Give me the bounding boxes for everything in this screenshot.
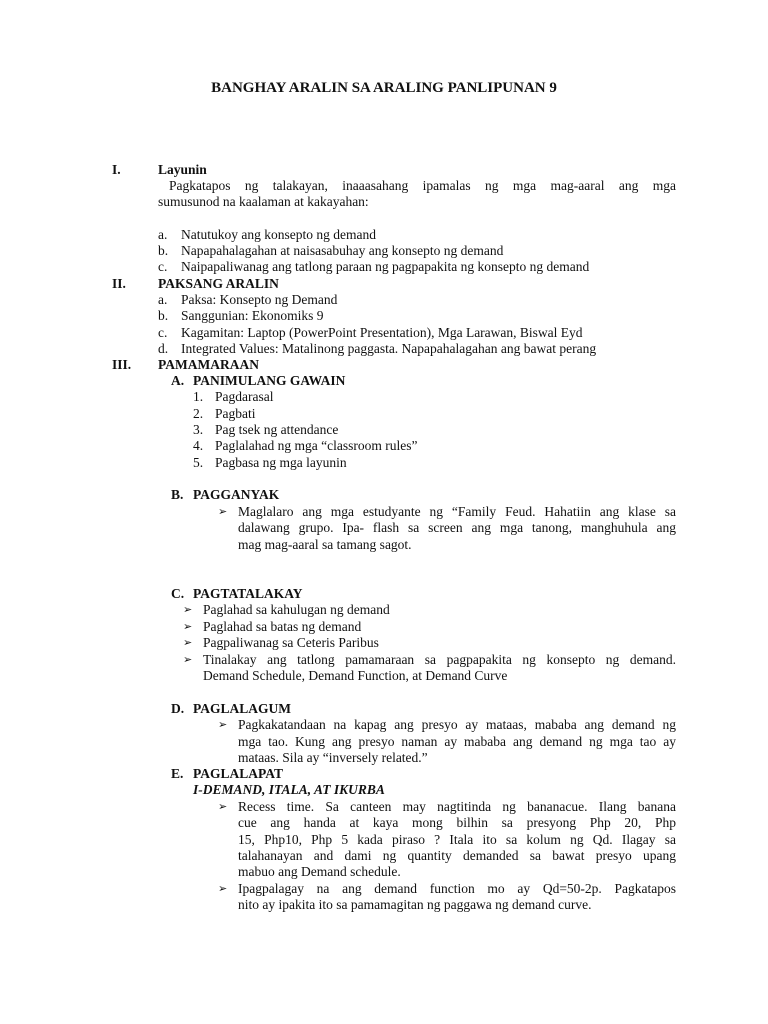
subsection-label: A. xyxy=(171,373,185,388)
activity-title: I-DEMAND, ITALA, AT IKURBA xyxy=(193,782,385,797)
list-item: Kagamitan: Laptop (PowerPoint Presentation), Mga Larawan, Biswal Eyd xyxy=(181,325,583,340)
section-heading: PAKSANG ARALIN xyxy=(158,276,279,291)
paragraph-line: 15, Php10, Php 5 kada piraso ? Itala ito sa kolum ng Qd. Ilagay sa xyxy=(238,832,676,847)
subsection-heading: PAGTATALAKAY xyxy=(193,586,303,601)
paragraph-line: Maglalaro ang mga estudyante ng “Family Feud. Hahatiin ang klase sa xyxy=(238,504,676,519)
paragraph-line: mga tao. Kung ang presyo naman ay mababa ang demand ng mga tao ay xyxy=(238,734,676,749)
subsection-label: E. xyxy=(171,766,184,781)
paragraph-line: Pagkakatandaan na kapag ang presyo ay mataas, mababa ang demand ng xyxy=(238,717,676,732)
paragraph-line: mataas. Sila ay “inversely related.” xyxy=(238,750,428,765)
list-marker: 3. xyxy=(193,422,204,437)
list-marker: d. xyxy=(158,341,169,356)
subsection-heading: PAGLALAGUM xyxy=(193,701,291,716)
list-item: Pagpaliwanag sa Ceteris Paribus xyxy=(203,635,379,650)
arrow-bullet-icon: ➢ xyxy=(183,653,193,666)
list-marker: 5. xyxy=(193,455,204,470)
list-item: Paglalahad ng mga “classroom rules” xyxy=(215,438,418,453)
subsection-label: C. xyxy=(171,586,185,601)
list-item: Integrated Values: Matalinong paggasta. Napapahalagahan ang bawat perang xyxy=(181,341,597,356)
subsection-label: D. xyxy=(171,701,185,716)
section-heading: PAMAMARAAN xyxy=(158,357,259,372)
list-marker: 4. xyxy=(193,438,204,453)
list-item: Paglahad sa batas ng demand xyxy=(203,619,362,634)
subsection-heading: PANIMULANG GAWAIN xyxy=(193,373,346,388)
paragraph-line: Ipagpalagay na ang demand function mo ay Qd=50-2p. Pagkatapos xyxy=(238,881,676,896)
subsection-label: B. xyxy=(171,487,184,502)
paragraph-line: dalawang grupo. Ipa- flash sa screen ang mga tanong, manghuhula ang xyxy=(238,520,676,535)
list-marker: 2. xyxy=(193,406,204,421)
list-marker: c. xyxy=(158,259,168,274)
arrow-bullet-icon: ➢ xyxy=(183,603,193,616)
list-item-continued: Demand Schedule, Demand Function, at Demand Curve xyxy=(203,668,508,683)
list-item: Pagdarasal xyxy=(215,389,274,404)
list-item: Napapahalagahan at naisasabuhay ang konsepto ng demand xyxy=(181,243,504,258)
intro-line: sumusunod na kaalaman at kakayahan: xyxy=(158,194,369,209)
list-marker: 1. xyxy=(193,389,204,404)
paragraph-line: mabuo ang Demand schedule. xyxy=(238,864,401,879)
section-number: III. xyxy=(112,357,132,372)
list-item: Pagbati xyxy=(215,406,256,421)
list-marker: a. xyxy=(158,227,168,242)
intro-line: Pagkatapos ng talakayan, inaaasahang ipamalas ng mga mag-aaral ang mga xyxy=(169,178,676,193)
list-item: Paksa: Konsepto ng Demand xyxy=(181,292,338,307)
arrow-bullet-icon: ➢ xyxy=(218,718,228,731)
paragraph-line: talahanayan and dami ng quantity demanded sa bawat presyo upang xyxy=(238,848,676,863)
arrow-bullet-icon: ➢ xyxy=(218,882,228,895)
subsection-heading: PAGGANYAK xyxy=(193,487,280,502)
section-number: II. xyxy=(112,276,126,291)
paragraph-line: nito ay ipakita ito sa pamamagitan ng paggawa ng demand curve. xyxy=(238,897,592,912)
list-item: Natutukoy ang konsepto ng demand xyxy=(181,227,376,242)
arrow-bullet-icon: ➢ xyxy=(183,620,193,633)
section-heading: Layunin xyxy=(158,162,207,177)
document-title: BANGHAY ARALIN SA ARALING PANLIPUNAN 9 xyxy=(211,80,557,96)
section-number: I. xyxy=(112,162,121,177)
list-item: Paglahad sa kahulugan ng demand xyxy=(203,602,390,617)
subsection-heading: PAGLALAPAT xyxy=(193,766,283,781)
list-item: Tinalakay ang tatlong pamamaraan sa pagpapakita ng konsepto ng demand. xyxy=(203,652,676,667)
paragraph-line: cue ang handa at kaya mong bilhin sa presyong Php 20, Php xyxy=(238,815,676,830)
list-marker: b. xyxy=(158,308,169,323)
list-marker: b. xyxy=(158,243,169,258)
paragraph-line: mag mag-aaral sa tamang sagot. xyxy=(238,537,412,552)
list-item: Pagbasa ng mga layunin xyxy=(215,455,347,470)
list-marker: a. xyxy=(158,292,168,307)
list-item: Naipapaliwanag ang tatlong paraan ng pagpapakita ng konsepto ng demand xyxy=(181,259,590,274)
arrow-bullet-icon: ➢ xyxy=(183,636,193,649)
paragraph-line: Recess time. Sa canteen may nagtitinda ng bananacue. Ilang banana xyxy=(238,799,676,814)
list-item: Pag tsek ng attendance xyxy=(215,422,339,437)
list-marker: c. xyxy=(158,325,168,340)
list-item: Sanggunian: Ekonomiks 9 xyxy=(181,308,324,323)
arrow-bullet-icon: ➢ xyxy=(218,800,228,813)
arrow-bullet-icon: ➢ xyxy=(218,505,228,518)
